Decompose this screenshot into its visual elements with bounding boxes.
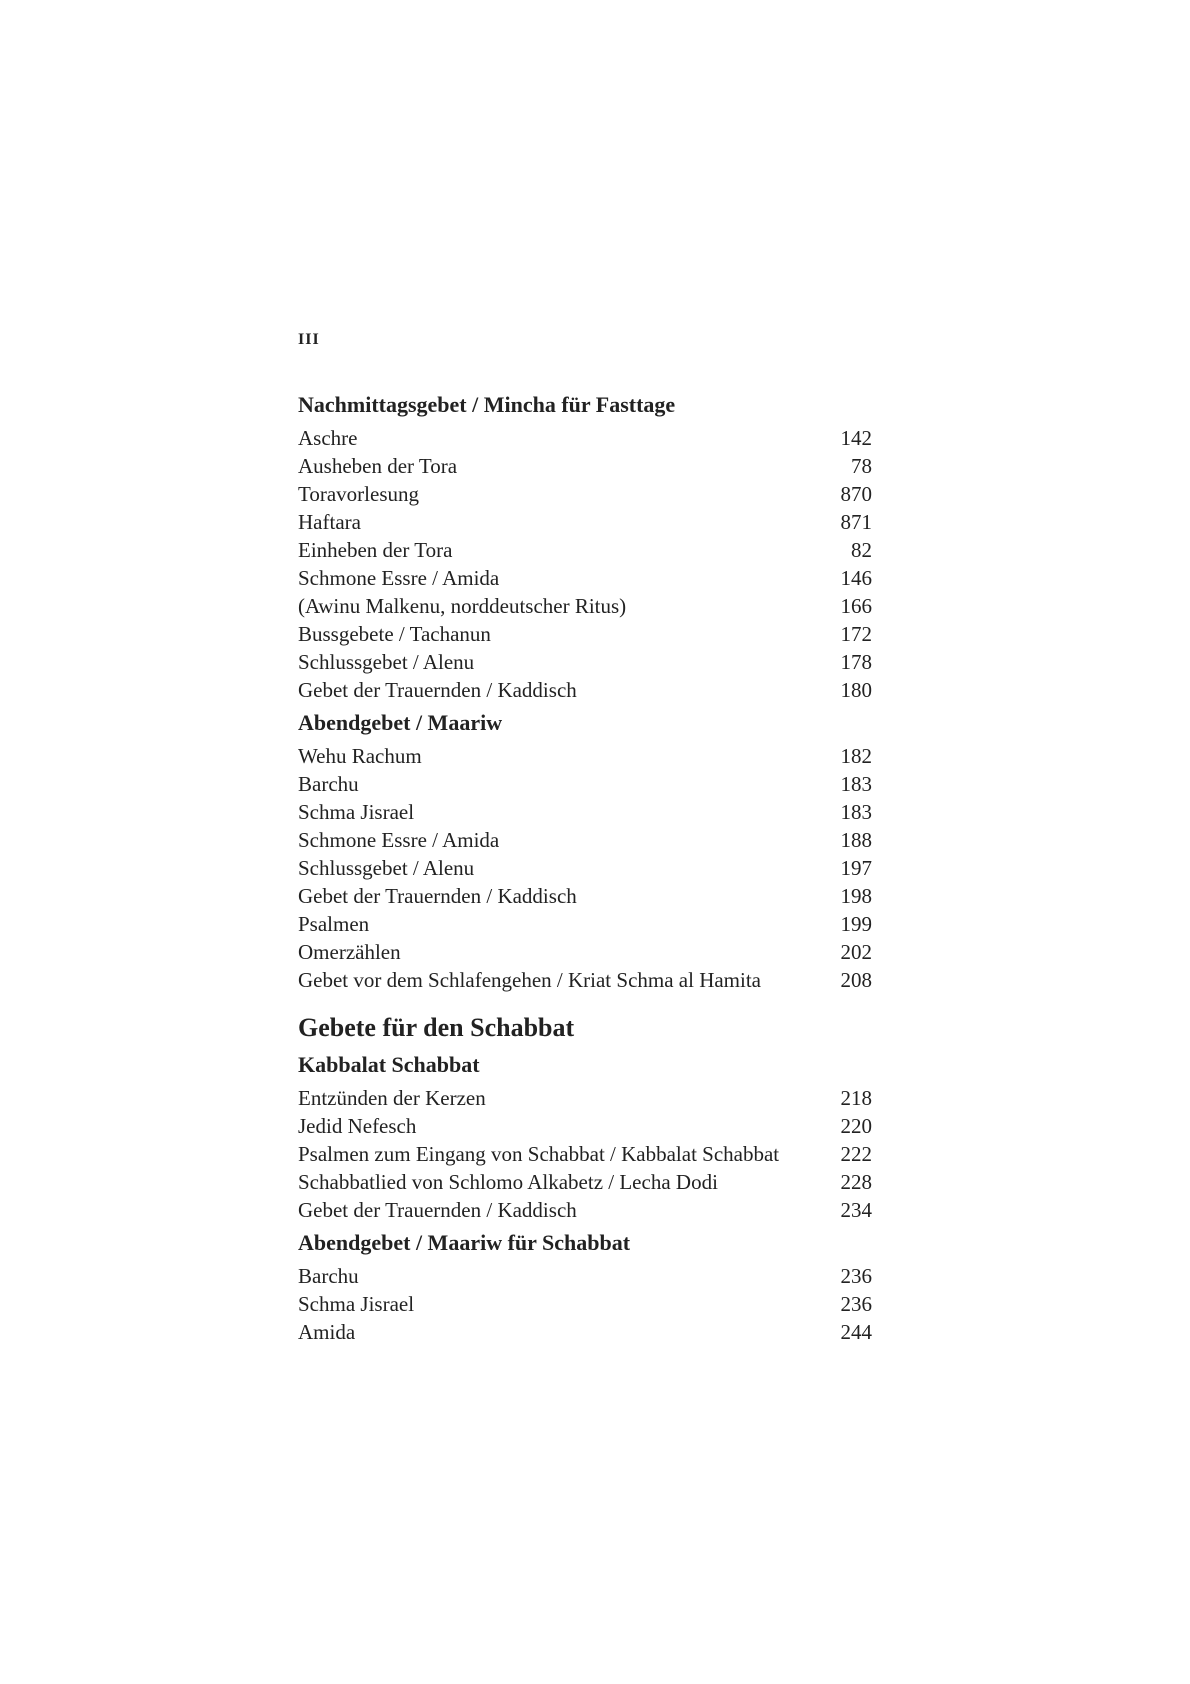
- entry-label: Barchu: [298, 1264, 359, 1288]
- toc-entry: [298, 882, 872, 910]
- toc-entry: [298, 620, 872, 648]
- entry-label: Schlussgebet / Alenu: [298, 650, 475, 674]
- entry-page-number: 228: [840, 1170, 872, 1194]
- toc-entry: [298, 854, 872, 882]
- section-title: Nachmittagsgebet / Mincha für Fasttage: [298, 392, 676, 417]
- entry-label: Haftara: [298, 510, 361, 534]
- toc-entry: [298, 826, 872, 854]
- toc-entry: [298, 508, 872, 536]
- entry-page-number: 208: [840, 968, 872, 992]
- entry-page-number: 244: [840, 1320, 872, 1344]
- entry-page-number: 871: [840, 510, 872, 534]
- section-title: Abendgebet / Maariw für Schabbat: [298, 1230, 631, 1255]
- entry-page-number: 183: [840, 772, 872, 796]
- entry-label: Gebet der Trauernden / Kaddisch: [298, 1198, 577, 1222]
- toc-entry: [298, 1196, 872, 1224]
- entry-label: Gebet vor dem Schlafengehen / Kriat Schma al Hamita: [298, 968, 762, 992]
- toc-entry: [298, 1140, 872, 1168]
- toc-entry: [298, 798, 872, 826]
- part-title: Gebete für den Schabbat: [298, 1013, 575, 1042]
- entry-label: Schlussgebet / Alenu: [298, 856, 475, 880]
- entry-label: Psalmen: [298, 912, 370, 936]
- toc-entry: [298, 966, 872, 994]
- toc-entry: [298, 1112, 872, 1140]
- toc-entry: [298, 1262, 872, 1290]
- entry-page-number: 166: [840, 594, 872, 618]
- entry-label: Wehu Rachum: [298, 744, 422, 768]
- entry-label: Schabbatlied von Schlomo Alkabetz / Lecha Dodi: [298, 1170, 718, 1194]
- toc-entry: [298, 480, 872, 508]
- entry-page-number: 870: [840, 482, 872, 506]
- entry-page-number: 183: [840, 800, 872, 824]
- entry-label: Bussgebete / Tachanun: [298, 622, 491, 646]
- entry-label: Jedid Nefesch: [298, 1114, 417, 1138]
- entry-page-number: 234: [840, 1198, 872, 1222]
- section-title: Kabbalat Schabbat: [298, 1052, 480, 1077]
- entry-page-number: 197: [840, 856, 872, 880]
- toc-entry: [298, 452, 872, 480]
- toc-entry: [298, 1318, 872, 1346]
- entry-label: Schmone Essre / Amida: [298, 828, 500, 852]
- toc-entry: [298, 1168, 872, 1196]
- section-title: Abendgebet / Maariw: [298, 710, 503, 735]
- toc-entry: [298, 770, 872, 798]
- toc-section: [298, 708, 872, 994]
- entry-label: Amida: [298, 1320, 356, 1344]
- toc-section: [298, 390, 872, 704]
- entry-label: Einheben der Tora: [298, 538, 453, 562]
- entry-page-number: 182: [840, 744, 872, 768]
- entry-page-number: 178: [840, 650, 872, 674]
- entry-page-number: 218: [840, 1086, 872, 1110]
- entry-label: Barchu: [298, 772, 359, 796]
- entry-page-number: 82: [851, 538, 872, 562]
- entry-page-number: 236: [840, 1292, 872, 1316]
- entry-page-number: 236: [840, 1264, 872, 1288]
- entry-page-number: 146: [840, 566, 872, 590]
- entry-page-number: 180: [840, 678, 872, 702]
- entry-page-number: 78: [851, 454, 872, 478]
- table-of-contents: [298, 390, 872, 1346]
- toc-entry: [298, 424, 872, 452]
- entry-label: Omerzählen: [298, 940, 401, 964]
- entry-label: Gebet der Trauernden / Kaddisch: [298, 678, 577, 702]
- entry-page-number: 220: [840, 1114, 872, 1138]
- entry-page-number: 198: [840, 884, 872, 908]
- toc-entry: [298, 592, 872, 620]
- entry-label: Toravorlesung: [298, 482, 419, 506]
- entry-label: Schma Jisrael: [298, 1292, 415, 1316]
- toc-section: [298, 1228, 872, 1346]
- toc-section: [298, 1010, 872, 1224]
- entry-page-number: 142: [840, 426, 872, 450]
- entry-page-number: 188: [840, 828, 872, 852]
- toc-entry: [298, 564, 872, 592]
- entry-label: Entzünden der Kerzen: [298, 1086, 486, 1110]
- toc-entry: [298, 742, 872, 770]
- entry-label: Aschre: [298, 426, 358, 450]
- entry-label: (Awinu Malkenu, norddeutscher Ritus): [298, 594, 627, 618]
- toc-entry: [298, 910, 872, 938]
- toc-entry: [298, 676, 872, 704]
- entry-label: Psalmen zum Eingang von Schabbat / Kabbalat Schabbat: [298, 1142, 780, 1166]
- toc-entry: [298, 938, 872, 966]
- entry-label: Gebet der Trauernden / Kaddisch: [298, 884, 577, 908]
- entry-label: Schmone Essre / Amida: [298, 566, 500, 590]
- toc-entry: [298, 1084, 872, 1112]
- entry-page-number: 202: [840, 940, 872, 964]
- entry-label: Ausheben der Tora: [298, 454, 458, 478]
- toc-entry: [298, 536, 872, 564]
- entry-page-number: 222: [840, 1142, 872, 1166]
- page-number: III: [298, 331, 320, 348]
- entry-label: Schma Jisrael: [298, 800, 415, 824]
- toc-entry: [298, 648, 872, 676]
- entry-page-number: 199: [840, 912, 872, 936]
- entry-page-number: 172: [840, 622, 872, 646]
- toc-entry: [298, 1290, 872, 1318]
